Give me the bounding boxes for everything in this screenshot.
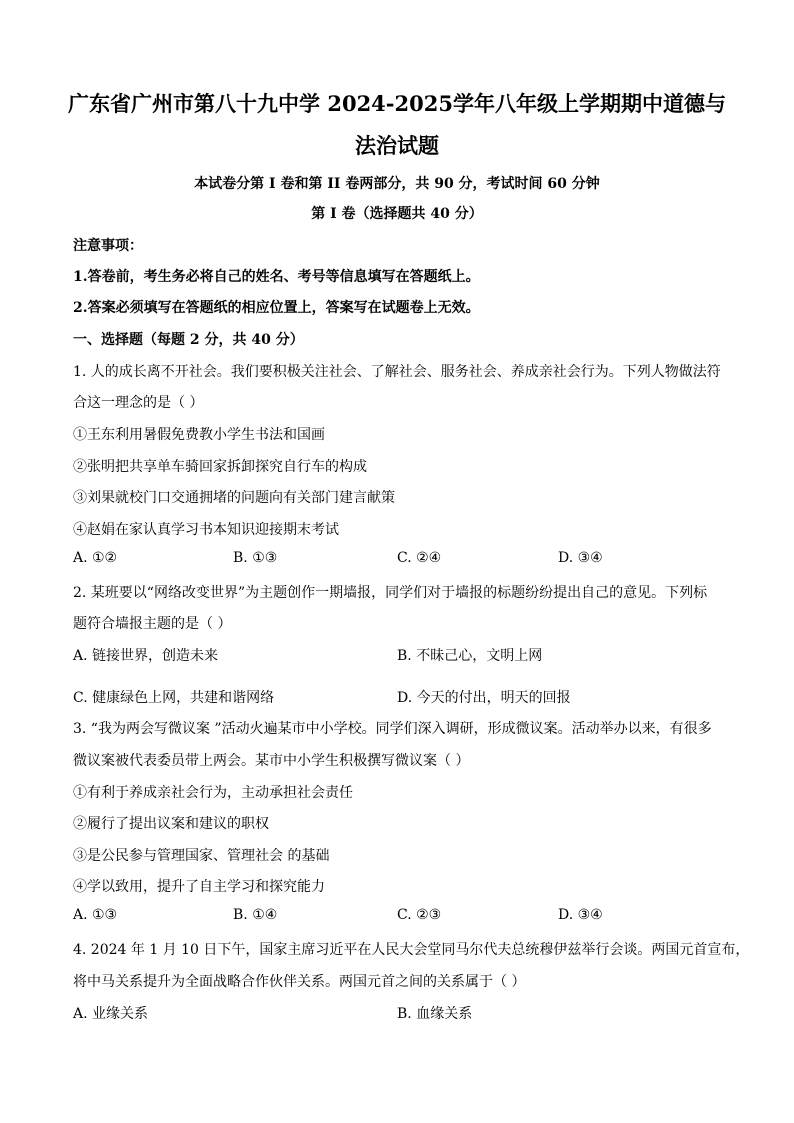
question-3-statement: ②履行了提出议案和建议的职权 bbox=[73, 816, 269, 832]
notice-heading: 注意事项： bbox=[73, 238, 143, 254]
question-3-option-c[interactable]: C. ②③ bbox=[397, 907, 442, 923]
question-2-stem: 题符合墙报主题的是（ ） bbox=[73, 616, 232, 632]
question-3-statement: ④学以致用，提升了自主学习和探究能力 bbox=[73, 879, 325, 895]
notice-item: 1.答卷前，考生务必将自己的姓名、考号等信息填写在答题纸上。 bbox=[73, 269, 480, 285]
part1-title: 第 I 卷（选择题共 40 分） bbox=[311, 206, 483, 222]
question-3-option-d[interactable]: D. ③④ bbox=[558, 907, 603, 923]
question-1-statement: ③刘果就校门口交通拥堵的问题向有关部门建言献策 bbox=[73, 490, 395, 506]
question-1-option-d[interactable]: D. ③④ bbox=[558, 550, 603, 566]
question-1-statement: ①王东利用暑假免费教小学生书法和国画 bbox=[73, 427, 325, 443]
exam-title-line1: 广东省广州市第八十九中学 2024-2025学年八年级上学期期中道德与 bbox=[68, 91, 726, 116]
question-3-stem: 3. “我为两会写微议案 ”活动火遍某市中小学校。同学们深入调研，形成微议案。活动举办以来，有很多 bbox=[73, 721, 712, 737]
question-1-option-b[interactable]: B. ①③ bbox=[233, 550, 278, 566]
question-2-stem: 2. 某班要以“网络改变世界”为主题创作一期墙报，同学们对于墙报的标题纷纷提出自己的意见。下列标 bbox=[73, 585, 708, 601]
question-1-statement: ④赵娟在家认真学习书本知识迎接期末考试 bbox=[73, 522, 339, 538]
question-3-statement: ③是公民参与管理国家、管理社会 的基础 bbox=[73, 848, 330, 864]
exam-info: 本试卷分第 I 卷和第 II 卷两部分，共 90 分，考试时间 60 分钟 bbox=[194, 176, 600, 192]
notice-item: 2.答案必须填写在答题纸的相应位置上，答案写在试题卷上无效。 bbox=[73, 300, 480, 316]
question-1-statement: ②张明把共享单车骑回家拆卸探究自行车的构成 bbox=[73, 459, 367, 475]
question-4-stem: 4. 2024 年 1 月 10 日下午，国家主席习近平在人民大会堂同马尔代夫总统穆伊兹举行会谈。两国元首宣布， bbox=[73, 942, 750, 958]
question-3-option-a[interactable]: A. ①③ bbox=[73, 907, 118, 923]
question-1-stem: 1. 人的成长离不开社会。我们要积极关注社会、了解社会、服务社会、养成亲社会行为。下列人物做法符 bbox=[73, 364, 721, 380]
question-2-option-d[interactable]: D. 今天的付出，明天的回报 bbox=[397, 690, 571, 706]
question-4-option-b[interactable]: B. 血缘关系 bbox=[397, 1006, 473, 1022]
question-4-stem: 将中马关系提升为全面战略合作伙伴关系。两国元首之间的关系属于（ ） bbox=[73, 974, 526, 990]
question-1-option-c[interactable]: C. ②④ bbox=[397, 550, 442, 566]
exam-title-line2: 法治试题 bbox=[355, 133, 439, 158]
section1-title: 一、选择题（每题 2 分，共 40 分） bbox=[73, 332, 304, 348]
question-2-option-a[interactable]: A. 链接世界，创造未来 bbox=[73, 648, 219, 664]
question-1-option-a[interactable]: A. ①② bbox=[73, 550, 118, 566]
question-3-stem: 微议案被代表委员带上两会。某市中小学生积极撰写微议案（ ） bbox=[73, 753, 470, 769]
question-1-stem: 合这一理念的是（ ） bbox=[73, 395, 204, 411]
question-4-option-a[interactable]: A. 业缘关系 bbox=[73, 1006, 149, 1022]
question-3-option-b[interactable]: B. ①④ bbox=[233, 907, 278, 923]
question-2-option-c[interactable]: C. 健康绿色上网，共建和谐网络 bbox=[73, 690, 275, 706]
question-2-option-b[interactable]: B. 不昧己心，文明上网 bbox=[397, 648, 543, 664]
question-3-statement: ①有利于养成亲社会行为，主动承担社会责任 bbox=[73, 785, 353, 801]
